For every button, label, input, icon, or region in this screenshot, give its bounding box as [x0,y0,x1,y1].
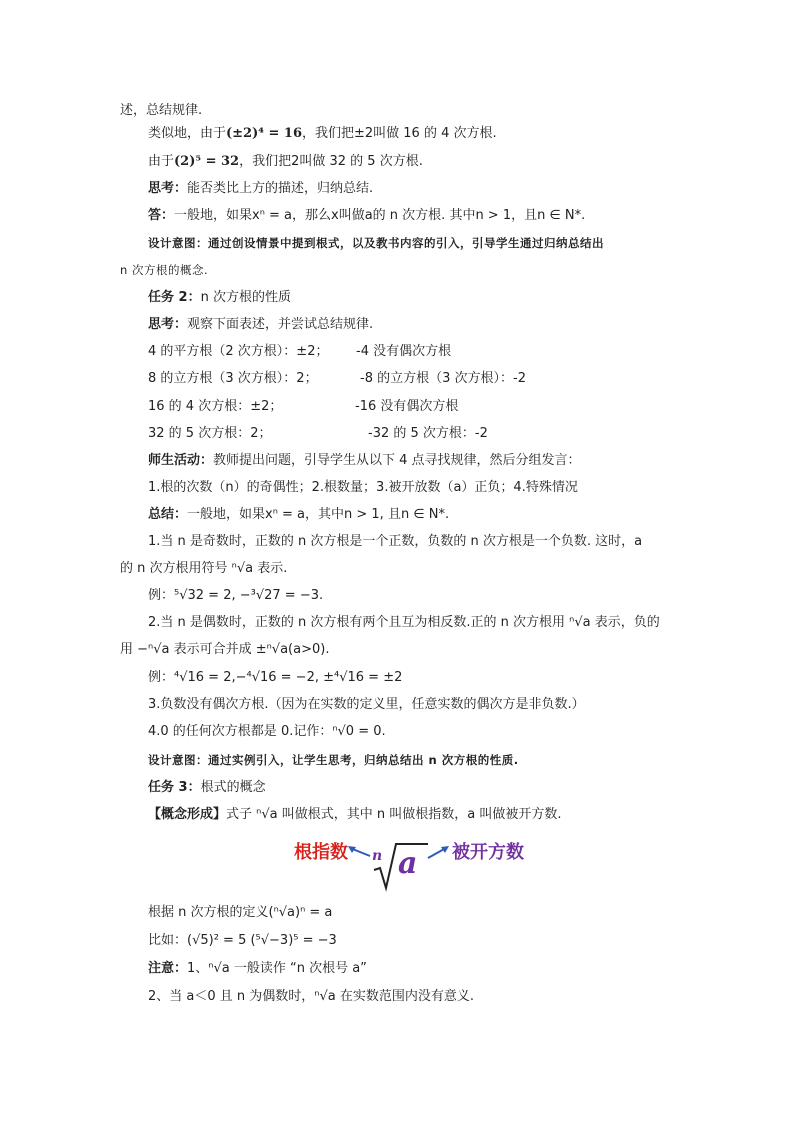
section-heading [148,779,266,797]
text-line [148,806,561,824]
text-line [148,316,373,334]
text-line: 根据 n 次方根的定义(ⁿ√a)ⁿ = a [148,905,333,920]
example-line: 例：⁴√16 = 2,−⁴√16 = −2, ±⁴√16 = ±2 [148,670,403,685]
text-line [148,207,585,225]
text-span: 式子 ⁿ√a 叫做根式，其中 n 叫做根指数，a 叫做被开方数. [226,807,562,822]
design-intent-line: n 次方根的概念. [120,263,209,277]
example-line: 比如：(√5)² = 5 (⁵√−3)⁵ = −3 [148,933,337,948]
bold-label: 师生活动： [148,453,214,468]
text-line [148,506,449,524]
root-example-right: -4 没有偶次方根 [356,344,452,359]
text-line: 1.根的次数（n）的奇偶性；2.根数量；3.被开放数（a）正负；4.特殊情况 [148,480,578,495]
text-span: 教师提出问题，引导学生从以下 4 点寻找规律，然后分组发言： [213,453,581,468]
bold-label: 思考： [148,181,188,196]
bold-label: 思考： [148,317,188,332]
text-span: 观察下面表述，并尝试总结规律. [187,317,374,332]
bold-label: 注意： [148,961,188,976]
text-line [148,452,581,470]
bold-label: 总结： [148,507,188,522]
design-intent-line: 设计意图：通过创设情景中提到根式，以及教书内容的引入，引导学生通过归纳总结出 [148,236,604,250]
text-span: 一般地，如果xⁿ = a，其中n > 1, 且n ∈ N*. [187,507,450,522]
text-line [148,153,423,171]
text-line: 述，总结规律. [120,103,203,118]
radicand-label: 被开方数 [452,842,524,863]
text-span: ，我们把±2叫做 16 的 4 次方根. [301,126,497,141]
root-example-right: -16 没有偶次方根 [355,399,459,414]
text-line [148,180,373,198]
text-line: 用 −ⁿ√a 表示可合并成 ±ⁿ√a(a>0). [120,642,330,657]
example-line: 例：⁵√32 = 2, −³√27 = −3. [148,588,324,603]
text-span: 一般地，如果xⁿ = a，那么x叫做a的 n 次方根. 其中n > 1，且n ∈ N*. [174,208,586,223]
text-line [148,960,367,978]
root-example-left: 32 的 5 次方根：2； [148,426,272,441]
bold-label: 【概念形成】 [148,807,227,822]
root-index-label: 根指数 [294,842,348,863]
text-line: 3.负数没有偶次方根.（因为在实数的定义里，任意实数的偶次方是非负数.） [148,697,585,712]
radicand-letter: a [398,846,418,881]
bold-label: 任务 3： [148,780,201,795]
radical-concept-figure [288,834,538,894]
text-span: 能否类比上方的描述，归纳总结. [187,181,374,196]
design-intent-line: 设计意图：通过实例引入，让学生思考，归纳总结出 n 次方根的性质. [148,753,519,767]
root-example-left: 16 的 4 次方根：±2； [148,399,283,414]
text-line: 4.0 的任何次方根都是 0.记作：ⁿ√0 = 0. [148,724,386,739]
text-span: 根式的概念 [200,780,266,795]
index-letter: n [372,848,383,864]
math-expression: (2)⁵ = 32 [174,154,240,169]
text-span: 类似地，由于 [148,126,227,141]
text-span: 1、ⁿ√a 一般读作 “n 次根号 a” [187,961,367,976]
root-example-right: -8 的立方根（3 次方根）：-2 [360,371,526,386]
text-span: n 次方根的性质 [200,290,291,305]
text-span: 由于 [148,154,175,169]
bold-label: 任务 2： [148,290,201,305]
root-example-right: -32 的 5 次方根：-2 [368,426,488,441]
text-line [148,125,497,143]
text-line: 2.当 n 是偶数时，正数的 n 次方根有两个且互为相反数.正的 n 次方根用 ⁿ√a 表示，负的 [148,615,660,630]
text-line: 的 n 次方根用符号 ⁿ√a 表示. [120,561,288,576]
section-heading [148,289,291,307]
text-line: 2、当 a＜0 且 n 为偶数时，ⁿ√a 在实数范围内没有意义. [148,989,474,1004]
bold-label: 答： [148,208,175,223]
text-line: 1.当 n 是奇数时，正数的 n 次方根是一个正数，负数的 n 次方根是一个负数. 这时，a [148,534,643,549]
root-example-left: 4 的平方根（2 次方根）：±2； [148,344,329,359]
root-example-left: 8 的立方根（3 次方根）：2； [148,371,318,386]
math-expression: (±2)⁴ = 16 [226,126,302,141]
text-span: ，我们把2叫做 32 的 5 次方根. [239,154,423,169]
